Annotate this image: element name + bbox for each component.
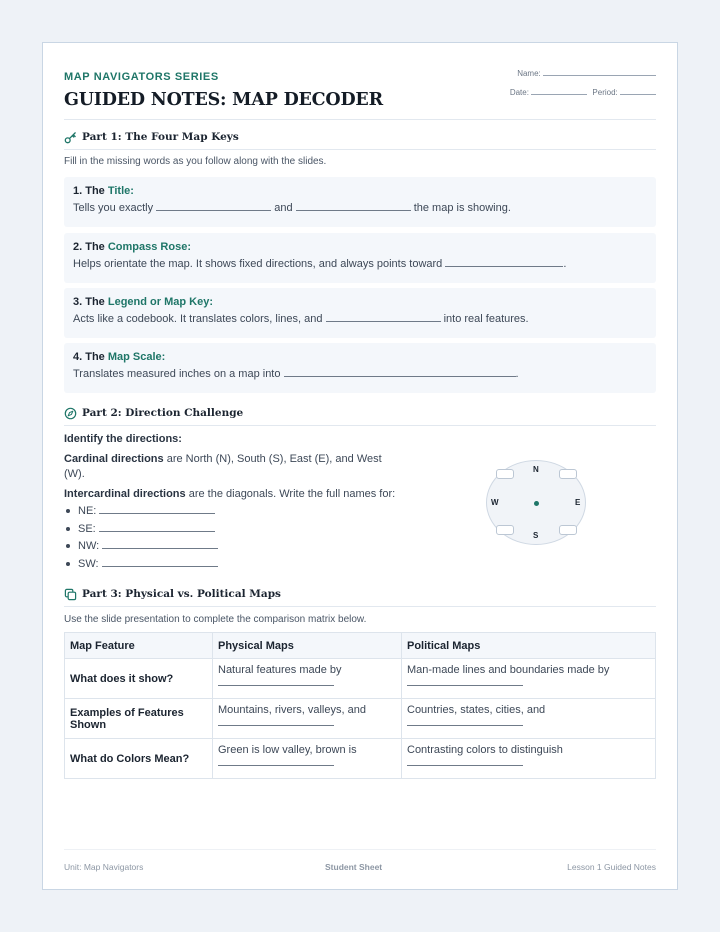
key-number: 2. The xyxy=(73,241,105,253)
key-desc: . xyxy=(515,368,519,380)
period-label: Period: xyxy=(592,88,618,97)
cell-text: Man-made lines and boundaries made by xyxy=(407,664,610,676)
worksheet-page xyxy=(42,42,678,890)
answer-blank[interactable] xyxy=(296,201,411,211)
part1-title: Part 1: The Four Map Keys xyxy=(82,131,239,143)
part3-title: Part 3: Physical vs. Political Maps xyxy=(82,588,281,600)
compass-west-label: W xyxy=(491,498,499,507)
comparison-matrix xyxy=(64,632,656,779)
compass-ne-box[interactable] xyxy=(559,469,577,479)
map-key-card-title xyxy=(64,177,656,227)
cell-text: Natural features made by xyxy=(218,664,342,676)
footer-unit: Unit: Map Navigators xyxy=(64,862,144,872)
table-cell xyxy=(402,699,656,739)
name-line xyxy=(543,69,656,76)
answer-blank[interactable] xyxy=(99,504,215,514)
cardinal-term: Cardinal directions xyxy=(64,453,164,465)
key-number: 4. The xyxy=(73,351,105,363)
answer-blank[interactable] xyxy=(407,676,523,686)
compass-sw-box[interactable] xyxy=(496,525,514,535)
series-label: MAP NAVIGATORS SERIES xyxy=(64,71,219,83)
part1-instructions: Fill in the missing words as you follow along with the slides. xyxy=(64,156,327,167)
compass-nw-box[interactable] xyxy=(496,469,514,479)
answer-blank[interactable] xyxy=(218,756,334,766)
table-row xyxy=(65,699,656,739)
answer-blank[interactable] xyxy=(326,312,441,322)
worksheet-header xyxy=(64,43,656,120)
direction-label: NE: xyxy=(78,505,97,517)
key-desc: Acts like a codebook. It translates colors, lines, and xyxy=(73,313,323,325)
compass-east-label: E xyxy=(575,498,581,507)
date-period-field xyxy=(510,88,656,97)
answer-blank[interactable] xyxy=(284,367,516,377)
key-icon xyxy=(64,131,77,144)
table-cell xyxy=(402,739,656,779)
page-footer xyxy=(64,849,656,879)
key-number: 1. The xyxy=(73,185,105,197)
direction-list xyxy=(64,504,218,574)
part3-instructions: Use the slide presentation to complete the comparison matrix below. xyxy=(64,614,367,625)
intercardinal-term: Intercardinal directions xyxy=(64,488,186,500)
period-line xyxy=(620,88,656,95)
row-header: What does it show? xyxy=(65,659,213,699)
answer-blank[interactable] xyxy=(407,716,523,726)
key-desc: into real features. xyxy=(443,313,529,325)
key-number: 3. The xyxy=(73,296,105,308)
part3-heading xyxy=(64,587,656,607)
answer-blank[interactable] xyxy=(156,201,271,211)
key-desc: the map is showing. xyxy=(413,202,511,214)
table-cell xyxy=(213,739,402,779)
part1-heading xyxy=(64,130,656,150)
compass-icon xyxy=(64,407,77,420)
table-cell xyxy=(213,659,402,699)
intercardinal-text xyxy=(64,487,424,502)
intercardinal-desc: are the diagonals. Write the full names for: xyxy=(185,488,396,500)
list-item xyxy=(64,557,218,575)
compass-center-dot xyxy=(534,501,539,506)
answer-blank[interactable] xyxy=(218,716,334,726)
part2-title: Part 2: Direction Challenge xyxy=(82,407,244,419)
footer-sheet-type: Student Sheet xyxy=(325,862,383,872)
key-desc: Tells you exactly xyxy=(73,202,154,214)
date-line xyxy=(531,88,587,95)
list-item xyxy=(64,522,218,540)
part2-heading xyxy=(64,406,656,426)
compass-se-box[interactable] xyxy=(559,525,577,535)
list-item xyxy=(64,539,218,557)
answer-blank[interactable] xyxy=(445,257,563,267)
page-title: GUIDED NOTES: MAP DECODER xyxy=(64,90,383,110)
table-row xyxy=(65,739,656,779)
map-key-card-legend xyxy=(64,288,656,338)
copy-icon xyxy=(64,588,77,601)
name-label: Name: xyxy=(517,69,541,78)
key-desc: Translates measured inches on a map into xyxy=(73,368,281,380)
key-desc: and xyxy=(274,202,293,214)
column-header: Physical Maps xyxy=(213,633,402,659)
list-item xyxy=(64,504,218,522)
name-field xyxy=(517,69,656,78)
key-term: Compass Rose: xyxy=(107,241,191,253)
compass-north-label: N xyxy=(533,465,539,474)
answer-blank[interactable] xyxy=(218,676,334,686)
column-header: Political Maps xyxy=(402,633,656,659)
table-cell xyxy=(402,659,656,699)
column-header: Map Feature xyxy=(65,633,213,659)
answer-blank[interactable] xyxy=(99,522,215,532)
key-desc: . xyxy=(563,258,567,270)
compass-south-label: S xyxy=(533,531,539,540)
row-header: What do Colors Mean? xyxy=(65,739,213,779)
direction-label: SE: xyxy=(78,522,96,535)
key-desc: Helps orientate the map. It shows fixed directions, and always points toward xyxy=(73,258,443,270)
date-label: Date: xyxy=(509,88,529,97)
part2-prompt: Identify the directions: xyxy=(64,433,182,445)
cardinal-text xyxy=(64,452,404,482)
compass-diagram xyxy=(486,460,586,545)
key-term: Legend or Map Key: xyxy=(107,296,213,308)
answer-blank[interactable] xyxy=(102,557,218,567)
answer-blank[interactable] xyxy=(102,539,218,549)
cell-text: Countries, states, cities, and xyxy=(407,704,546,716)
answer-blank[interactable] xyxy=(407,756,523,766)
direction-label: SW: xyxy=(78,557,99,570)
table-row xyxy=(65,659,656,699)
table-cell xyxy=(213,699,402,739)
cell-text: Contrasting colors to distinguish xyxy=(407,744,563,756)
direction-label: NW: xyxy=(78,540,100,552)
cardinal-desc: are North (N), South (S), East (E), and West (W). xyxy=(64,453,382,480)
map-key-card-scale xyxy=(64,343,656,393)
table-header-row xyxy=(65,633,656,659)
map-key-card-compass xyxy=(64,233,656,283)
row-header: Examples of Features Shown xyxy=(65,699,213,739)
key-term: Map Scale: xyxy=(107,351,166,363)
key-term: Title: xyxy=(107,185,134,197)
cell-text: Green is low valley, brown is xyxy=(218,744,357,756)
footer-lesson: Lesson 1 Guided Notes xyxy=(567,862,656,872)
cell-text: Mountains, rivers, valleys, and xyxy=(218,704,366,716)
